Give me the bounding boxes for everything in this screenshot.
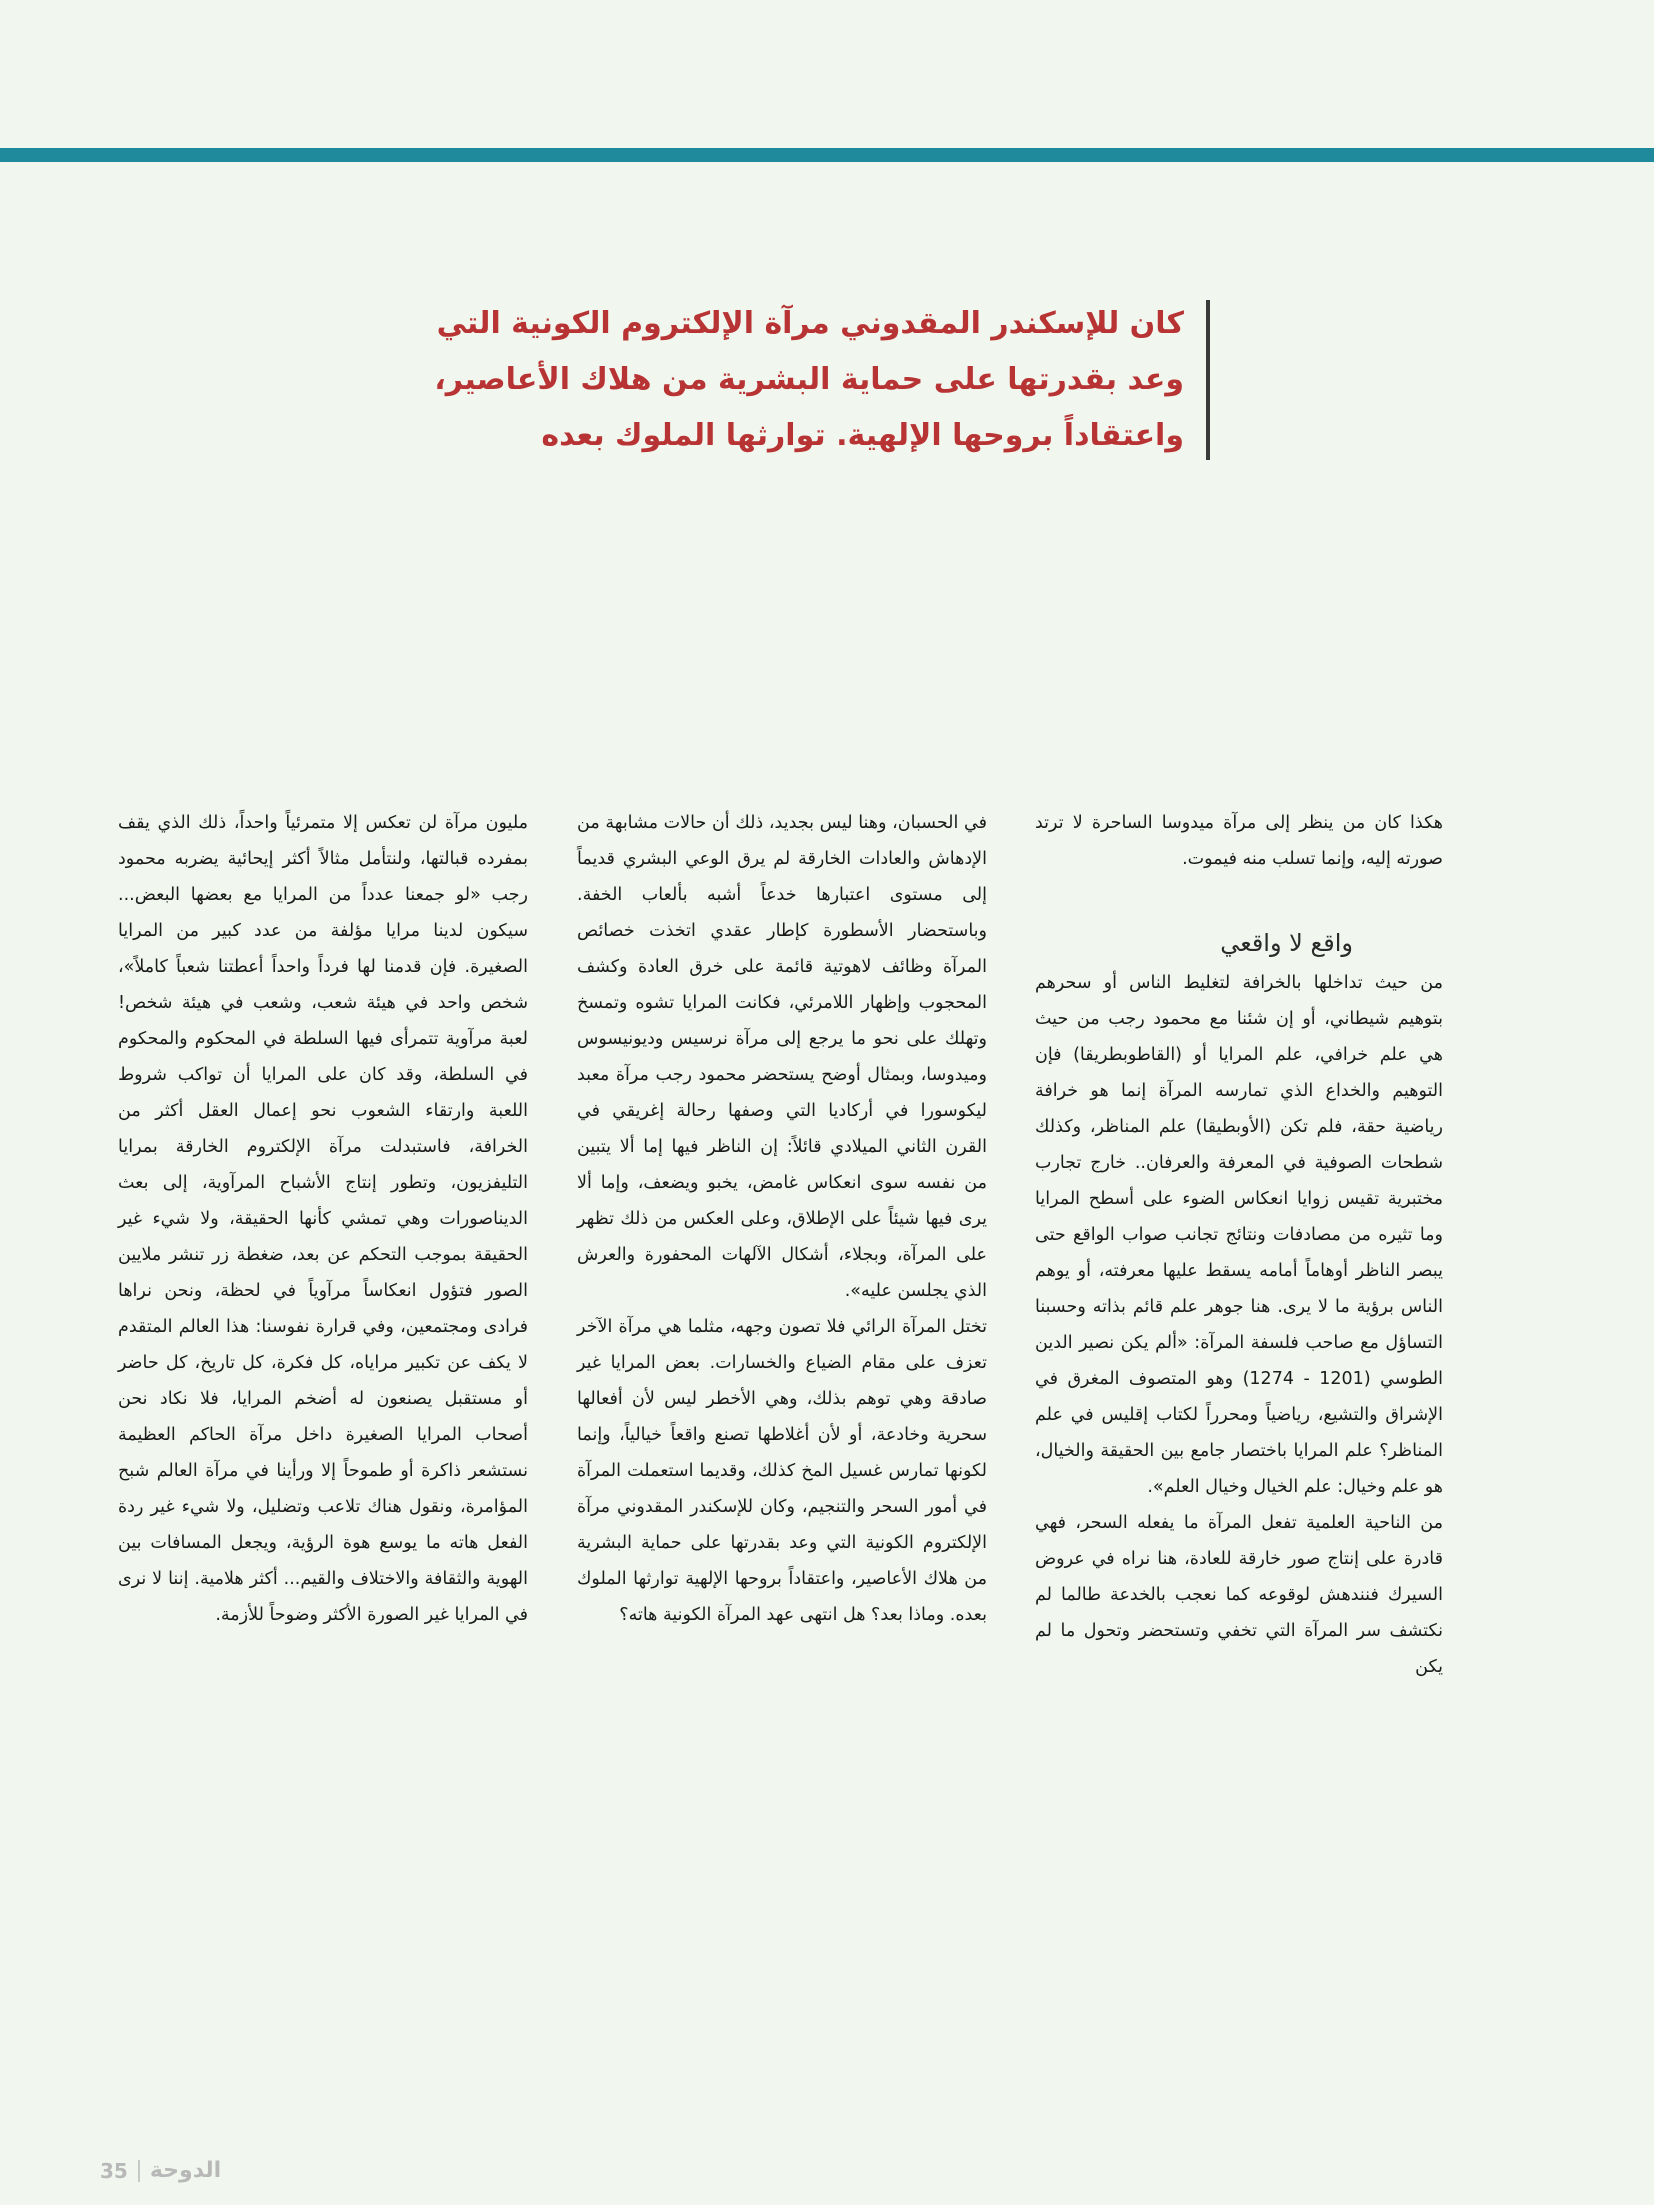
paragraph: تختل المرآة الرائي فلا تصون وجهه، مثلما هي مرآة الآخر تعزف على مقام الضياع والخسارات. بعض المرايا غير صادقة وهي توهم بذلك، وهي الأخطر ليس لأن أفعالها سحرية وخادعة، أو لأن أغلاطها تصنع واقعاً خيالياً، وإنما لكونها تمارس غسيل المخ كذلك، وقديما استعملت المرآة في أمور السحر والتنجيم، وكان للإسكندر المقدوني مرآة الإلكتروم الكونية التي وعد بقدرتها على حماية البشرية من هلاك الأعاصير، واعتقاداً بروحها الإلهية توارثها الملوك بعده. وماذا بعد؟ هل انتهى عهد المرآة الكونية هاته؟ [577,1317,987,1625]
article-column-right [1035,805,1443,1685]
magazine-logo: الدوحة [149,2158,222,2183]
paragraph: مليون مرآة لن تعكس إلا متمرئياً واحداً، ذلك الذي يقف بمفرده قبالتها، ولنتأمل مثالاً أكثر إيحائية يضربه محمود رجب «لو جمعنا عدداً من المرايا مع بعضها البعض... سيكون لدينا مرايا مؤلفة من عدد كبير من المرايا الصغيرة. فإن قدمنا لها فرداً واحداً أعطتنا شعباً كاملاً»، شخص واحد في هيئة شعب، وشعب في هيئة شخص! لعبة مرآوية تتمرأى فيها السلطة في المحكوم والمحكوم في السلطة، وقد كان على المرايا أن تواكب شروط اللعبة وارتقاء الشعوب نحو إعمال العقل أكثر من الخرافة، فاستبدلت مرآة الإلكتروم الخارقة بمرايا التليفزيون، وتطور إنتاج الأشباح المرآوية، إلى بعث الديناصورات وهي تمشي كأنها الحقيقة، ولا شيء غير الحقيقة بموجب التحكم عن بعد، ضغطة زر تنشر ملايين الصور فتؤول انعكاساً مرآوياً في لحظة، ونحن نراها فرادى ومجتمعين، وفي قرارة نفوسنا: هذا العالم المتقدم لا يكف عن تكبير مراياه، كل فكرة، كل تاريخ، كل حاضر أو مستقبل يصنعون له أضخم المرايا، فلا نكاد نحن أصحاب المرايا الصغيرة داخل مرآة الحاكم العظيمة نستشعر ذاكرة أو طموحاً إلا ورأينا في مرآة العالم شبح المؤامرة، ونقول هناك تلاعب وتضليل، ولا شيء غير ردة الفعل هاته ما يوسع هوة الرؤية، ويجعل المسافات بين الهوية والثقافة والاختلاف والقيم... أكثر هلامية. إننا لا نرى في المرايا غير الصورة الأكثر وضوحاً للأزمة. [118,813,528,1625]
paragraph: من حيث تداخلها بالخرافة لتغليط الناس أو سحرهم بتوهيم شيطاني، أو إن شئنا مع محمود رجب من حيث هي علم خرافي، علم المرايا أو (القاطوبطريقا) فإن التوهيم والخداع الذي تمارسه المرآة إنما هو خرافة رياضية حقة، فلم تكن (الأوبطيقا) علم المناظر، وكذلك شطحات الصوفية في المعرفة والعرفان.. خارج تجارب مختبرية تقيس زوايا انعكاس الضوء على أسطح المرايا وما تثيره من مصادفات ونتائج تجانب صواب الواقع حتى يبصر الناظر أوهاماً أمامه يسقط عليها معرفته، أو يوهم الناس برؤية ما لا يرى. هنا جوهر علم قائم بذاته وحسبنا التساؤل مع صاحب فلسفة المرآة: «ألم يكن نصير الدين الطوسي (1201 - 1274) وهو المتصوف المغرق في الإشراق والتشيع، رياضياً ومحرراً لكتاب إقليس في علم المناظر؟ علم المرايا باختصار جامع بين الحقيقة والخيال، هو علم وخيال: علم الخيال وخيال العلم». [1035,973,1443,1497]
paragraph: هكذا كان من ينظر إلى مرآة ميدوسا الساحرة لا ترتد صورته إليه، وإنما تسلب منه فيموت. [1035,813,1443,869]
pull-quote-line: وعد بقدرتها على حماية البشرية من هلاك الأعاصير، [434,362,1184,397]
pull-quote [290,300,1210,460]
article-column-left [118,805,528,1633]
pull-quote-line: واعتقاداً بروحها الإلهية. توارثها الملوك بعده [541,418,1184,453]
page-number: 35 [100,2158,128,2183]
paragraph: في الحسبان، وهنا ليس بجديد، ذلك أن حالات مشابهة من الإدهاش والعادات الخارقة لم يرق الوعي البشري قديماً إلى مستوى اعتبارها خدعاً أشبه بألعاب الخفة. وباستحضار الأسطورة كإطار عقدي اتخذت خصائص المرآة وظائف لاهوتية قائمة على خرق العادة وكشف المحجوب وإظهار اللامرئي، فكانت المرايا تشوه وتمسخ وتهلك على نحو ما يرجع إلى مرآة نرسيس وديونيسوس وميدوسا، وبمثال أوضح يستحضر محمود رجب مرآة معبد ليكوسورا في أركاديا التي وصفها رحالة إغريقي في القرن الثاني الميلادي قائلاً: إن الناظر فيها إما ألا يتبين من نفسه سوى انعكاس غامض، يخبو ويضعف، وإما ألا يرى فيها شيئاً على الإطلاق، وعلى العكس من ذلك تظهر على المرآة، وبجلاء، أشكال الآلهات المحفورة والعرش الذي يجلسن عليه». [577,813,987,1301]
pull-quote-line: كان للإسكندر المقدوني مرآة الإلكتروم الكونية التي [436,306,1184,341]
page-footer [100,2158,221,2183]
paragraph: من الناحية العلمية تفعل المرآة ما يفعله السحر، فهي قادرة على إنتاج صور خارقة للعادة، هنا نراه في عروض السيرك فنندهش لوقوعه كما نعجب بالخدعة طالما لم نكتشف سر المرآة التي تخفي وتستحضر وتحول ما لم يكن [1035,1513,1443,1677]
section-subheading: واقع لا واقعي [1220,929,1353,957]
pull-quote-lines [434,300,1184,460]
footer-divider [138,2160,140,2182]
pull-quote-bar [1206,300,1210,460]
article-column-middle [577,805,987,1633]
top-rule [0,148,1654,162]
